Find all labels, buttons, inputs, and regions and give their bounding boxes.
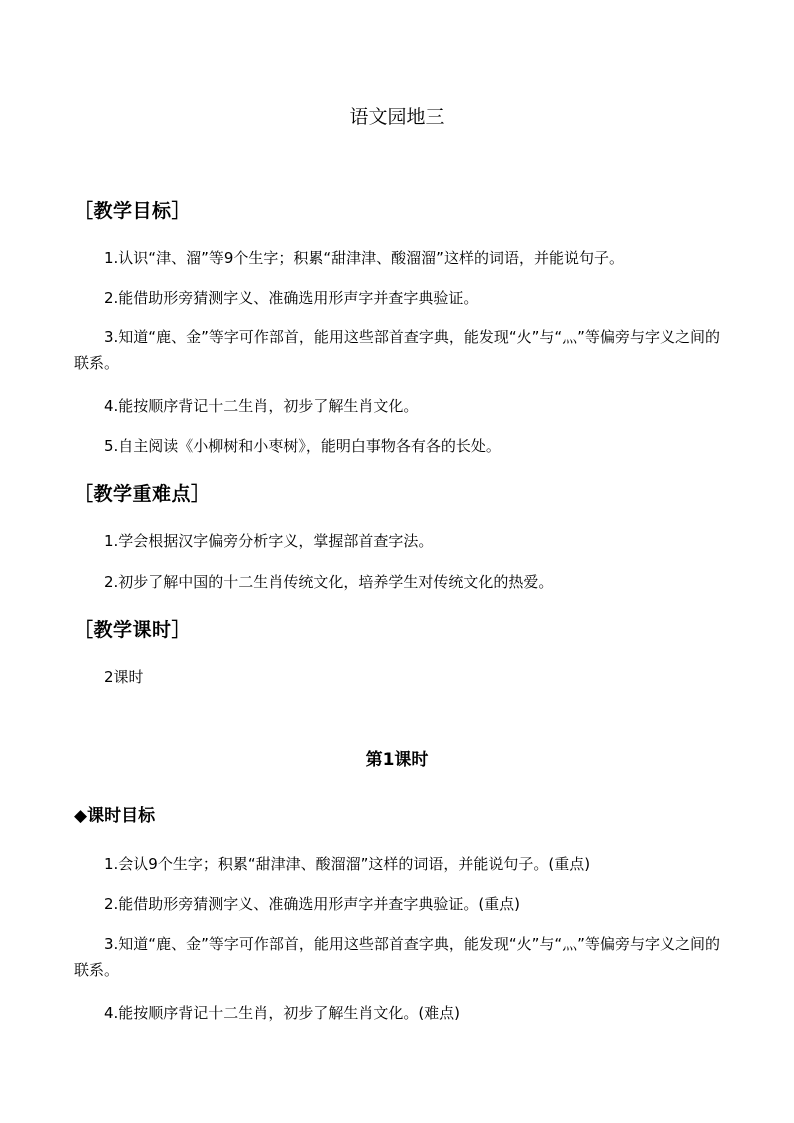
lesson-goal-item: 2.能借助形旁猜测字义、准确选用形声字并查字典验证。(重点)	[104, 895, 521, 913]
document-title: 语文园地三	[349, 106, 445, 128]
objective-item: 2.能借助形旁猜测字义、准确选用形声字并查字典验证。	[104, 289, 479, 307]
objective-item: 5.自主阅读《小柳树和小枣树》，能明白事物各有各的长处。	[104, 437, 501, 455]
key-difficult-heading: ［教学重难点］	[74, 483, 211, 505]
lesson-goal-item: 3.知道“鹿、金”等字可作部首，能用这些部首查字典，能发现“火”与“灬”等偏旁与字义之间的联系。	[74, 935, 720, 979]
key-difficult-item: 2.初步了解中国的十二生肖传统文化，培养学生对传统文化的热爱。	[104, 573, 554, 591]
lesson-title: 第1课时	[365, 750, 429, 770]
diamond-bullet-icon: ◆	[74, 806, 88, 826]
periods-text: 2课时	[104, 668, 144, 686]
key-difficult-item: 1.学会根据汉字偏旁分析字义，掌握部首查字法。	[104, 532, 434, 550]
objective-item: 4.能按顺序背记十二生肖，初步了解生肖文化。	[104, 397, 419, 415]
objective-item: 1.认识“津、溜”等9个生字；积累“甜津津、酸溜溜”这样的词语，并能说句子。	[104, 249, 624, 267]
periods-heading: ［教学课时］	[74, 619, 192, 641]
lesson-goals-heading	[74, 803, 155, 829]
lesson-goal-item: 1.会认9个生字；积累“甜津津、酸溜溜”这样的词语，并能说句子。(重点)	[104, 855, 591, 873]
lesson-goals-label: 课时目标	[87, 806, 156, 826]
lesson-goal-item: 4.能按顺序背记十二生肖，初步了解生肖文化。(难点)	[104, 1004, 461, 1022]
objectives-heading: ［教学目标］	[74, 200, 192, 222]
objective-item: 3.知道“鹿、金”等字可作部首，能用这些部首查字典，能发现“火”与“灬”等偏旁与字义之间的联系。	[74, 328, 720, 372]
